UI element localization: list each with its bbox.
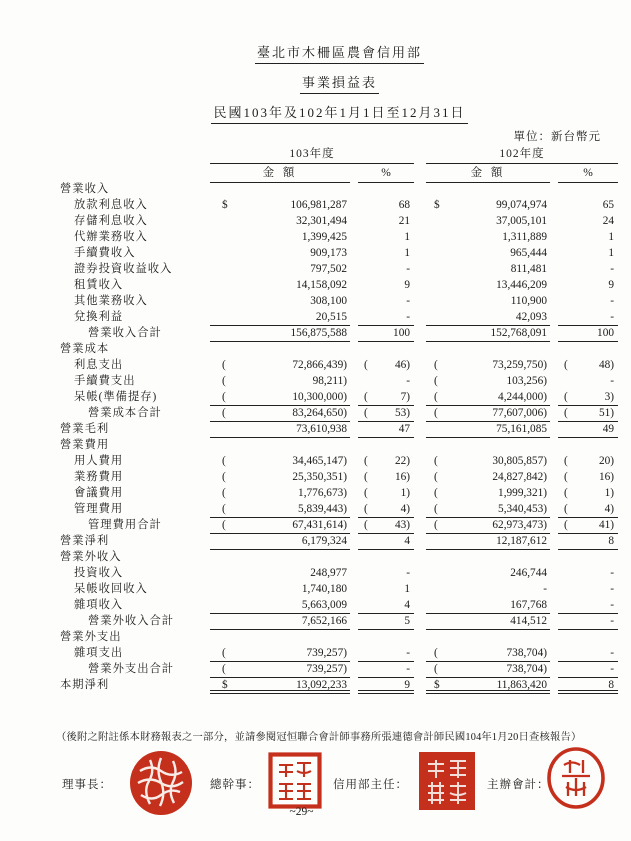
- row-label: 利息支出: [74, 359, 124, 371]
- cell-p2: -: [558, 310, 618, 326]
- cell-p2: ( 3): [558, 390, 618, 406]
- cell-a2: ( 30,805,857): [434, 455, 547, 467]
- cell-a2: ( 62,973,473): [426, 518, 550, 534]
- cell-p1: -: [406, 295, 410, 307]
- cell-p1: 1: [404, 247, 410, 259]
- cell-a1: 909,173: [310, 247, 347, 259]
- general-manager-square-outline-seal-icon: [268, 752, 322, 814]
- row-label: 租賃收入: [74, 279, 124, 291]
- cell-p2: -: [558, 646, 618, 662]
- chairman-label: 理事長：: [62, 779, 112, 791]
- row-label: 用人費用: [74, 455, 124, 467]
- row-label: 營業外收入: [60, 551, 122, 563]
- row-label: 營業外支出合計: [88, 663, 175, 675]
- cell-a1: ( 1,776,673): [222, 487, 347, 499]
- table-row: [0, 278, 631, 294]
- table-row: [0, 470, 631, 486]
- cell-p2: ( 1): [564, 487, 614, 499]
- page-number: ~29~: [289, 806, 314, 818]
- cell-p1: 100: [358, 326, 414, 342]
- cell-p2: 49: [558, 422, 618, 438]
- cell-a2: $ 11,863,420: [426, 678, 550, 694]
- cell-a2: 1,311,889: [502, 231, 547, 243]
- cell-a2: [426, 182, 550, 198]
- cell-a1: ( 5,839,443): [210, 502, 350, 518]
- cell-p2: 8: [558, 534, 618, 550]
- cell-a1: ( 739,257): [210, 646, 350, 662]
- cell-p2: 1: [608, 231, 614, 243]
- row-label: 業務費用: [74, 471, 124, 483]
- income-statement-table: [0, 182, 631, 694]
- cell-a2: 152,768,091: [426, 326, 550, 342]
- cell-p2: ( 48): [564, 359, 614, 371]
- cell-p1: ( 7): [358, 390, 414, 406]
- table-row: [0, 262, 631, 278]
- cell-p2: -: [610, 263, 614, 275]
- year-header-103: 103年度: [210, 147, 414, 164]
- cell-a1: 1,740,180: [301, 583, 347, 595]
- cell-a2: [426, 342, 550, 358]
- row-label: 會議費用: [74, 487, 124, 499]
- cell-a1: ( 98,211): [222, 375, 347, 387]
- cell-a2: 110,900: [510, 295, 547, 307]
- row-label: 兌換利益: [74, 311, 124, 323]
- cell-p1: ( 1): [364, 487, 410, 499]
- cell-p1: 21: [398, 215, 410, 227]
- cell-a2: ( 24,827,842): [434, 471, 547, 483]
- table-row: [0, 598, 631, 614]
- cell-a1: 156,875,588: [210, 326, 350, 342]
- document-header: [0, 42, 631, 132]
- cell-p2: -: [610, 567, 614, 579]
- table-row: [0, 406, 631, 422]
- cell-p2: 24: [602, 215, 614, 227]
- cell-a2: 13,446,209: [496, 279, 547, 291]
- table-row: [0, 326, 631, 342]
- cell-p1: ( 4): [358, 502, 414, 518]
- cell-a1: [210, 550, 350, 566]
- cell-p1: 68: [398, 199, 410, 211]
- cell-p2: 65: [602, 199, 614, 211]
- cell-a2: ( 738,704): [426, 646, 550, 662]
- section-header-row: [0, 182, 631, 198]
- cell-a2: ( 738,704): [426, 662, 550, 678]
- cell-p2: [558, 182, 618, 198]
- row-label: 其他業務收入: [74, 295, 148, 307]
- cell-a1: 5,663,009: [210, 598, 350, 614]
- general-manager-label: 總幹事：: [210, 779, 260, 791]
- cell-p2: ( 20): [564, 455, 614, 467]
- cell-p1: ( 53): [358, 406, 414, 422]
- table-row: [0, 422, 631, 438]
- cell-p2: -: [558, 598, 618, 614]
- cell-a2: 167,768: [426, 598, 550, 614]
- row-label: 呆帳收回收入: [74, 583, 148, 595]
- table-row: [0, 198, 631, 214]
- cell-a2: 75,161,085: [426, 422, 550, 438]
- cell-p2: [558, 550, 618, 566]
- cell-p1: -: [358, 310, 414, 326]
- chief-accountant-round-outline-seal-icon: [546, 746, 606, 815]
- cell-a1: ( 25,350,351): [222, 471, 347, 483]
- row-label: 放款利息收入: [74, 199, 148, 211]
- cell-p2: 9: [608, 279, 614, 291]
- cell-a1: ( 739,257): [210, 662, 350, 678]
- cell-p2: -: [558, 614, 618, 630]
- row-label: 營業成本: [60, 343, 110, 355]
- statement-title: 事業損益表: [300, 72, 379, 94]
- row-label: 雜項收入: [74, 599, 124, 611]
- cell-p1: ( 22): [364, 455, 410, 467]
- cell-a1: ( 67,431,614): [210, 518, 350, 534]
- table-row: [0, 390, 631, 406]
- row-label: 營業收入: [60, 183, 110, 195]
- row-label: 營業成本合計: [88, 407, 162, 419]
- row-label: 投資收入: [74, 567, 124, 579]
- amount-column-header-103: 金 額: [210, 166, 350, 183]
- cell-a2: 811,481: [510, 263, 547, 275]
- cell-a2: ( 1,999,321): [434, 487, 547, 499]
- row-label: 手續費支出: [74, 375, 136, 387]
- table-row: [0, 502, 631, 518]
- row-label: 營業毛利: [60, 423, 110, 435]
- cell-a1: [210, 438, 350, 454]
- table-row: [0, 678, 631, 694]
- cell-p1: -: [406, 375, 410, 387]
- cell-p2: ( 4): [558, 502, 618, 518]
- row-label: 營業收入合計: [88, 327, 162, 339]
- cell-a1: [210, 630, 350, 646]
- section-header-row: [0, 438, 631, 454]
- cell-p2: ( 16): [564, 471, 614, 483]
- percent-column-header-102: %: [558, 166, 618, 183]
- cell-a2: 12,187,612: [426, 534, 550, 550]
- cell-a2: 965,444: [510, 247, 547, 259]
- cell-p2: 1: [608, 247, 614, 259]
- row-label: 營業淨利: [60, 535, 110, 547]
- cell-p2: -: [558, 662, 618, 678]
- cell-p1: [358, 550, 414, 566]
- cell-a1: 14,158,092: [296, 279, 347, 291]
- cell-p2: -: [610, 375, 614, 387]
- cell-p1: 5: [358, 614, 414, 630]
- cell-a2: ( 5,340,453): [426, 502, 550, 518]
- cell-a1: 6,179,324: [210, 534, 350, 550]
- cell-p1: ( 16): [364, 471, 410, 483]
- cell-p1: 9: [358, 678, 414, 694]
- cell-p2: -: [610, 295, 614, 307]
- table-row: [0, 214, 631, 230]
- cell-a1: 308,100: [310, 295, 347, 307]
- auditor-footnote: （後附之附註係本財務報表之一部分，並請參閱冠恒聯合會計師事務所張連德會計師民國104年1月20日查核報告）: [56, 732, 582, 743]
- cell-p2: ( 41): [558, 518, 618, 534]
- table-row: [0, 486, 631, 502]
- cell-p1: 1: [404, 231, 410, 243]
- cell-p1: 47: [358, 422, 414, 438]
- row-label: 代辦業務收入: [74, 231, 148, 243]
- cell-p1: [358, 438, 414, 454]
- cell-p1: -: [358, 662, 414, 678]
- cell-p1: -: [358, 646, 414, 662]
- chief-accountant-label: 主辦會計：: [487, 779, 550, 791]
- cell-a2: ( 73,259,750): [434, 359, 547, 371]
- cell-p1: -: [406, 567, 410, 579]
- row-label: 營業外支出: [60, 631, 122, 643]
- percent-column-header-103: %: [358, 166, 414, 183]
- cell-p1: ( 43): [358, 518, 414, 534]
- cell-p1: 4: [358, 598, 414, 614]
- row-label: 營業外收入合計: [88, 615, 175, 627]
- table-row: [0, 534, 631, 550]
- row-label: 手續費收入: [74, 247, 136, 259]
- table-row: [0, 454, 631, 470]
- cell-a1: $ 106,981,287: [222, 199, 347, 211]
- row-label: 雜項支出: [74, 647, 124, 659]
- cell-a1: 1,399,425: [301, 231, 347, 243]
- cell-p2: ( 51): [558, 406, 618, 422]
- cell-a2: $ 99,074,974: [434, 199, 547, 211]
- cell-p1: [358, 182, 414, 198]
- cell-a1: 20,515: [210, 310, 350, 326]
- row-label: 呆帳(準備提存): [74, 391, 158, 403]
- row-label: 證券投資收益收入: [74, 263, 173, 275]
- section-header-row: [0, 630, 631, 646]
- cell-a1: ( 83,264,650): [210, 406, 350, 422]
- table-row: [0, 646, 631, 662]
- cell-a1: 32,301,494: [296, 215, 347, 227]
- table-header: [0, 147, 631, 183]
- cell-a2: ( 77,607,006): [426, 406, 550, 422]
- cell-p2: [558, 630, 618, 646]
- table-row: [0, 358, 631, 374]
- cell-p1: [358, 342, 414, 358]
- table-row: [0, 582, 631, 598]
- cell-a2: ( 4,244,000): [426, 390, 550, 406]
- table-row: [0, 294, 631, 310]
- cell-p2: 100: [558, 326, 618, 342]
- cell-a1: 73,610,938: [210, 422, 350, 438]
- cell-a2: [426, 550, 550, 566]
- section-header-row: [0, 342, 631, 358]
- cell-p1: ( 46): [364, 359, 410, 371]
- cell-a1: 797,502: [310, 263, 347, 275]
- statement-period: 民國103年及102年1月1日至12月31日: [211, 102, 467, 124]
- cell-p1: 1: [404, 583, 410, 595]
- cell-p1: 4: [358, 534, 414, 550]
- year-header-102: 102年度: [426, 147, 618, 164]
- table-row: [0, 566, 631, 582]
- table-row: [0, 374, 631, 390]
- cell-a1: ( 72,866,439): [222, 359, 347, 371]
- cell-a2: -: [543, 583, 547, 595]
- cell-a1: 7,652,166: [210, 614, 350, 630]
- cell-p2: -: [610, 583, 614, 595]
- cell-a1: $ 13,092,233: [210, 678, 350, 694]
- row-label: 管理費用合計: [88, 519, 162, 531]
- table-row: [0, 662, 631, 678]
- table-row: [0, 614, 631, 630]
- amount-column-header-102: 金 額: [426, 166, 550, 183]
- cell-p1: [358, 630, 414, 646]
- cell-a2: 37,005,101: [496, 215, 547, 227]
- cell-a1: ( 10,300,000): [210, 390, 350, 406]
- section-header-row: [0, 550, 631, 566]
- cell-a2: 246,744: [510, 567, 547, 579]
- table-row: [0, 310, 631, 326]
- cell-p2: [558, 438, 618, 454]
- table-row: [0, 518, 631, 534]
- cell-a1: [210, 182, 350, 198]
- currency-unit-label: 單位：新台幣元: [513, 131, 601, 143]
- org-title: 臺北市木柵區農會信用部: [255, 42, 424, 64]
- cell-a1: [210, 342, 350, 358]
- row-label: 存儲利息收入: [74, 215, 148, 227]
- cell-a2: 414,512: [426, 614, 550, 630]
- credit-dept-director-label: 信用部主任：: [333, 779, 408, 791]
- cell-a2: 42,093: [426, 310, 550, 326]
- row-label: 營業費用: [60, 439, 110, 451]
- row-label: 本期淨利: [60, 679, 110, 691]
- cell-p1: 9: [404, 279, 410, 291]
- cell-p2: [558, 342, 618, 358]
- cell-p1: -: [406, 263, 410, 275]
- cell-a1: ( 34,465,147): [222, 455, 347, 467]
- cell-p2: 8: [558, 678, 618, 694]
- table-row: [0, 230, 631, 246]
- cell-a2: [426, 630, 550, 646]
- table-row: [0, 246, 631, 262]
- cell-a2: [426, 438, 550, 454]
- row-label: 管理費用: [74, 503, 124, 515]
- cell-a2: ( 103,256): [434, 375, 547, 387]
- cell-a1: 248,977: [310, 567, 347, 579]
